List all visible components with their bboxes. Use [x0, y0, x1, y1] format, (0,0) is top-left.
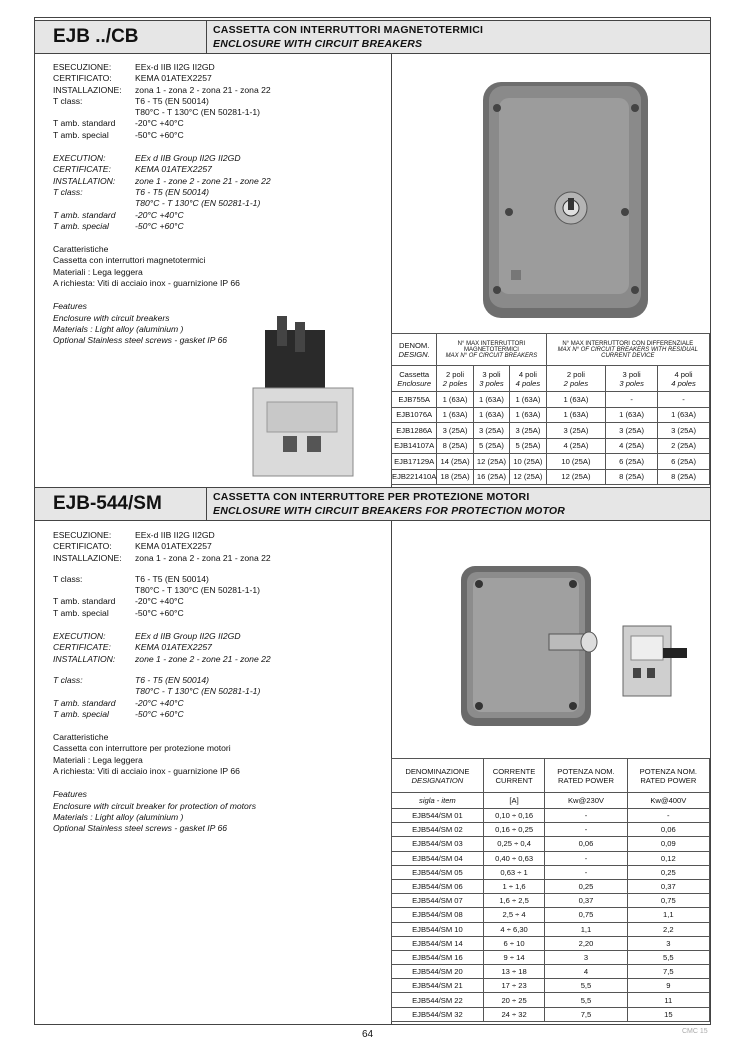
- section1-specs: [53, 62, 271, 347]
- table-cell: EJB1076A: [392, 407, 437, 423]
- spec-value: zona 1 - zona 2 - zona 21 - zona 22: [135, 552, 271, 563]
- spec-value: KEMA 01ATEX2257: [135, 642, 212, 653]
- table-cell: 5 (25A): [473, 438, 509, 454]
- table-cell: 14 (25A): [437, 454, 473, 470]
- subheader-it: 2 poli: [566, 369, 585, 379]
- spec-row: [53, 642, 271, 653]
- table-cell: -: [545, 809, 627, 823]
- subheader-cell: [510, 366, 546, 392]
- section2-title-it: CASSETTA CON INTERRUTTORE PER PROTEZIONE MOTORI: [213, 491, 530, 503]
- spec-key: CERTIFICATO:: [53, 541, 112, 552]
- table-cell: 12 (25A): [510, 469, 546, 485]
- table-cell: EJB544/SM 05: [392, 865, 484, 879]
- table-cell: EJB544/SM 02: [392, 823, 484, 837]
- feature-line: Optional Stainless steel screws - gasket IP 66: [53, 823, 228, 834]
- table-cell: 1 (63A): [546, 407, 606, 423]
- page-frame: [34, 17, 711, 1025]
- table-cell: 10 (25A): [510, 454, 546, 470]
- spec-row: [53, 574, 271, 585]
- section2-title-en: ENCLOSURE WITH CIRCUIT BREAKERS FOR PROTECTION MOTOR: [213, 505, 566, 517]
- features-block: [53, 244, 271, 289]
- spec-value: -50°C +60°C: [135, 708, 184, 719]
- header-it: POTENZA NOM.: [639, 766, 698, 776]
- spec-block: [53, 530, 271, 564]
- spec-row: [53, 596, 271, 607]
- spec-value: -50°C +60°C: [135, 220, 184, 231]
- subheader-en: 2 poles: [563, 378, 589, 388]
- table-cell: 0,40 ÷ 0,63: [483, 851, 545, 865]
- table-cell: EJB17129A: [392, 454, 437, 470]
- spec-row: [53, 73, 271, 84]
- units-row: [392, 793, 710, 809]
- spec-row: [53, 187, 271, 198]
- feature-line: Materiali : Lega leggera: [53, 266, 143, 277]
- subheader-en: Enclosure: [397, 378, 432, 388]
- table-cell: 7,5: [627, 965, 709, 979]
- table-cell: 0,12: [627, 851, 709, 865]
- table-cell: 9: [627, 979, 709, 993]
- group1-subtitle: MAX N° OF CIRCUIT BREAKERS: [445, 352, 538, 359]
- table-cell: 0,06: [545, 837, 627, 851]
- table-cell: EJB544/SM 07: [392, 894, 484, 908]
- table-cell: EJB544/SM 04: [392, 851, 484, 865]
- spec-key: T amb. special: [53, 607, 109, 618]
- table-cell: 0,37: [627, 879, 709, 893]
- spec-row: [53, 130, 271, 141]
- table-row: [392, 392, 710, 408]
- table-cell: 5 (25A): [510, 438, 546, 454]
- table-cell: 0,09: [627, 837, 709, 851]
- spec-key: T amb. special: [53, 220, 109, 231]
- table-cell: 8 (25A): [606, 469, 658, 485]
- table-cell: 24 ÷ 32: [483, 1007, 545, 1021]
- table-row: [392, 423, 710, 439]
- table-cell: 0,63 ÷ 1: [483, 865, 545, 879]
- table-cell: 1,1: [545, 922, 627, 936]
- table-cell: -: [606, 392, 658, 408]
- section1-title-en: ENCLOSURE WITH CIRCUIT BREAKERS: [213, 38, 423, 50]
- table-cell: 0,75: [545, 908, 627, 922]
- subheader-cell: [392, 366, 437, 392]
- table-cell: 3 (25A): [606, 423, 658, 439]
- spec-row: [53, 85, 271, 96]
- spec-key: [53, 585, 135, 596]
- table-cell: 1 (63A): [510, 407, 546, 423]
- spec-key: T class:: [53, 95, 83, 106]
- motor-protection-table: [391, 758, 710, 1022]
- spec-row: [53, 210, 271, 221]
- header-en: DESIGNATION: [411, 775, 464, 785]
- table-row: [392, 908, 710, 922]
- header-en: RATED POWER: [640, 775, 697, 785]
- spec-value: T6 - T5 (EN 50014): [135, 186, 210, 197]
- spec-row: [53, 176, 271, 187]
- feature-line: Optional Stainless steel screws - gasket IP 66: [53, 335, 228, 346]
- spec-value: -20°C +40°C: [135, 596, 184, 607]
- section1-title-it: CASSETTA CON INTERRUTTORI MAGNETOTERMICI: [213, 24, 484, 36]
- group1-header: [437, 334, 546, 366]
- subheader-cell: [437, 366, 473, 392]
- group2-header: [546, 334, 709, 366]
- subheader-it: 3 poli: [622, 369, 641, 379]
- table-cell: -: [545, 851, 627, 865]
- spec-value: -50°C +60°C: [135, 607, 184, 618]
- section1-code: EJB ../CB: [35, 21, 207, 53]
- table-cell: 0,16 ÷ 0,25: [483, 823, 545, 837]
- table-cell: 16 (25A): [473, 469, 509, 485]
- circuit-breaker-image: [247, 316, 357, 486]
- table-cell: 3: [545, 950, 627, 964]
- feature-line: Materials : Light alloy (aluminium ): [53, 323, 184, 334]
- table-cell: 1 (63A): [437, 392, 473, 408]
- spec-key: INSTALLAZIONE:: [53, 552, 122, 563]
- table-cell: 0,06: [627, 823, 709, 837]
- table-cell: 2 (25A): [658, 438, 710, 454]
- features-block: [53, 789, 271, 834]
- table-cell: 8 (25A): [437, 438, 473, 454]
- table-row: [392, 407, 710, 423]
- spec-value: zone 1 - zone 2 - zone 21 - zone 22: [135, 175, 271, 186]
- table-cell: 11: [627, 993, 709, 1007]
- spec-row: [53, 153, 271, 164]
- enclosure-image: [475, 76, 665, 331]
- spec-key: [53, 686, 135, 697]
- header-cell: [483, 759, 545, 793]
- table-cell: 1 (63A): [606, 407, 658, 423]
- table-cell: 20 ÷ 25: [483, 993, 545, 1007]
- table-cell: EJB544/SM 21: [392, 979, 484, 993]
- table-cell: EJB1286A: [392, 423, 437, 439]
- table-cell: 4: [545, 965, 627, 979]
- table-cell: 2,20: [545, 936, 627, 950]
- subheader-en: 4 poles: [515, 378, 541, 388]
- document-ref: CMC 15: [682, 1028, 708, 1035]
- table-cell: 10 (25A): [546, 454, 606, 470]
- spec-row: [53, 530, 271, 541]
- spec-value: EEx-d IIB II2G II2GD: [135, 62, 215, 72]
- table-cell: 2,2: [627, 922, 709, 936]
- table-cell: 4 (25A): [606, 438, 658, 454]
- units-cell: Kw@400V: [627, 793, 709, 809]
- features-block: [53, 732, 271, 777]
- table-cell: 15: [627, 1007, 709, 1021]
- table-cell: 8 (25A): [658, 469, 710, 485]
- header-it: CORRENTE: [492, 766, 536, 776]
- feature-line: Cassetta con interruttore per protezione motori: [53, 743, 231, 754]
- table-cell: 0,25: [545, 879, 627, 893]
- feature-line: A richiesta: Viti di acciaio inox - guarnizione IP 66: [53, 278, 240, 289]
- spec-row: [53, 654, 271, 665]
- spec-key: T amb. standard: [53, 697, 116, 708]
- table-cell: -: [545, 823, 627, 837]
- spec-block: [53, 153, 271, 232]
- group1-title: N° MAX INTERRUTTORI MAGNETOTERMICI: [457, 340, 526, 353]
- table-cell: 7,5: [545, 1007, 627, 1021]
- table-cell: 1 ÷ 1,6: [483, 879, 545, 893]
- spec-key: T amb. standard: [53, 209, 116, 220]
- spec-value: KEMA 01ATEX2257: [135, 164, 212, 175]
- spec-block: [53, 62, 271, 141]
- spec-value: zone 1 - zone 2 - zone 21 - zone 22: [135, 653, 271, 664]
- table-cell: 9 ÷ 14: [483, 950, 545, 964]
- table-cell: 3: [627, 936, 709, 950]
- subheader-en: 3 poles: [479, 378, 504, 388]
- spec-key: [53, 198, 135, 209]
- spec-row: [53, 107, 271, 118]
- table-row: [392, 936, 710, 950]
- spec-row: [53, 698, 271, 709]
- table-cell: EJB544/SM 10: [392, 922, 484, 936]
- spec-row: [53, 631, 271, 642]
- table-cell: 12 (25A): [546, 469, 606, 485]
- spec-block: [53, 574, 271, 619]
- spec-value: T80°C - T 130°C (EN 50281-1-1): [135, 107, 261, 118]
- table-row: [392, 469, 710, 485]
- spec-key: T amb. special: [53, 708, 109, 719]
- feature-line: Materials : Light alloy (aluminium ): [53, 811, 184, 822]
- table-row: [392, 922, 710, 936]
- table-cell: 17 ÷ 23: [483, 979, 545, 993]
- table-cell: EJB544/SM 06: [392, 879, 484, 893]
- table-cell: EJB544/SM 08: [392, 908, 484, 922]
- spec-key: T class:: [53, 674, 83, 685]
- table-cell: 13 ÷ 18: [483, 965, 545, 979]
- table-cell: 18 (25A): [437, 469, 473, 485]
- group2-title: N° MAX INTERRUTTORI CON DIFFERENZIALE: [562, 340, 694, 347]
- table-cell: -: [658, 392, 710, 408]
- table-cell: EJB544/SM 32: [392, 1007, 484, 1021]
- table-row: [392, 809, 710, 823]
- spec-key: CERTIFICATE:: [53, 642, 111, 653]
- section1-header: [35, 20, 710, 54]
- circuit-breakers-table: [391, 333, 710, 485]
- spec-key: T class:: [53, 573, 83, 584]
- table-cell: 1 (63A): [473, 407, 509, 423]
- spec-row: [53, 164, 271, 175]
- feature-line: Enclosure with circuit breaker for protection of motors: [53, 800, 256, 811]
- table-cell: 0,37: [545, 894, 627, 908]
- table-cell: EJB544/SM 20: [392, 965, 484, 979]
- spec-row: [53, 585, 271, 596]
- table-cell: 1 (63A): [510, 392, 546, 408]
- spec-row: [53, 553, 271, 564]
- subheader-it: 4 poli: [518, 369, 537, 379]
- spec-key: T amb. standard: [53, 118, 116, 129]
- feature-line: A richiesta: Viti di acciaio inox - guarnizione IP 66: [53, 766, 240, 777]
- header-en: CURRENT: [495, 775, 533, 785]
- spec-value: KEMA 01ATEX2257: [135, 541, 212, 552]
- table-cell: 0,75: [627, 894, 709, 908]
- table-cell: 1,6 ÷ 2,5: [483, 894, 545, 908]
- table-row: [392, 1007, 710, 1021]
- table-row: [392, 865, 710, 879]
- spec-key: T amb. special: [53, 129, 109, 140]
- feature-line: Caratteristiche: [53, 244, 109, 255]
- spec-value: EEx d IIB Group II2G II2GD: [135, 631, 241, 642]
- spec-row: [53, 686, 271, 697]
- table-cell: 5,5: [545, 993, 627, 1007]
- feature-line: Features: [53, 301, 87, 312]
- table-cell: EJB544/SM 22: [392, 993, 484, 1007]
- spec-value: T6 - T5 (EN 50014): [135, 95, 209, 106]
- table-cell: 3 (25A): [437, 423, 473, 439]
- spec-key: T amb. standard: [53, 596, 116, 607]
- spec-key: INSTALLATION:: [53, 653, 116, 664]
- spec-row: [53, 608, 271, 619]
- table-cell: 2,5 ÷ 4: [483, 908, 545, 922]
- header-it: POTENZA NOM.: [557, 766, 615, 776]
- spec-value: -20°C +40°C: [135, 697, 184, 708]
- table-cell: 3 (25A): [658, 423, 710, 439]
- spec-value: EEx-d IIB II2G II2GD: [135, 530, 215, 540]
- subheader-cell: [658, 366, 710, 392]
- table-cell: 1 (63A): [437, 407, 473, 423]
- table-cell: 0,25: [627, 865, 709, 879]
- table-row: [392, 965, 710, 979]
- spec-value: -20°C +40°C: [135, 118, 184, 129]
- table-cell: 4 (25A): [546, 438, 606, 454]
- spec-key: T class:: [53, 186, 83, 197]
- denom-label: DENOM.: [398, 340, 430, 350]
- spec-row: [53, 198, 271, 209]
- table-cell: -: [545, 865, 627, 879]
- spec-row: [53, 62, 271, 73]
- table-row: [392, 851, 710, 865]
- table-cell: 5,5: [545, 979, 627, 993]
- table-cell: 1 (63A): [473, 392, 509, 408]
- table-cell: EJB544/SM 16: [392, 950, 484, 964]
- motor-enclosure-image: [451, 556, 701, 736]
- subheader-cell: [473, 366, 509, 392]
- spec-key: [53, 107, 135, 118]
- spec-row: [53, 221, 271, 232]
- section2-code: EJB-544/SM: [35, 488, 207, 520]
- spec-value: T6 - T5 (EN 50014): [135, 674, 210, 685]
- units-cell: Kw@230V: [545, 793, 627, 809]
- section2-header: [35, 487, 710, 521]
- table-row: [392, 438, 710, 454]
- subheader-en: 2 poles: [442, 378, 468, 388]
- spec-row: [53, 675, 271, 686]
- spec-key: INSTALLATION:: [53, 175, 116, 186]
- subheader-en: 4 poles: [671, 378, 696, 388]
- feature-line: Materiali : Lega leggera: [53, 754, 143, 765]
- table-cell: 6 (25A): [606, 454, 658, 470]
- table-cell: EJB755A: [392, 392, 437, 408]
- feature-line: Caratteristiche: [53, 732, 109, 743]
- table-row: [392, 993, 710, 1007]
- table-cell: 6 ÷ 10: [483, 936, 545, 950]
- spec-key: INSTALLAZIONE:: [53, 84, 122, 95]
- subheader-it: 3 poli: [482, 369, 501, 379]
- table-cell: 3 (25A): [473, 423, 509, 439]
- table-cell: EJB14107A: [392, 438, 437, 454]
- table-row: [392, 837, 710, 851]
- denom-header: [392, 334, 437, 366]
- spec-key: ESECUZIONE:: [53, 62, 112, 72]
- spec-block: [53, 675, 271, 720]
- table-cell: 3 (25A): [510, 423, 546, 439]
- table-cell: 4 ÷ 6,30: [483, 922, 545, 936]
- spec-value: zona 1 - zona 2 - zona 21 - zona 22: [135, 84, 271, 95]
- spec-key: CERTIFICATO:: [53, 73, 112, 84]
- feature-line: Cassetta con interruttori magnetotermici: [53, 255, 206, 266]
- table-row: [392, 454, 710, 470]
- spec-row: [53, 118, 271, 129]
- spec-value: T80°C - T 130°C (EN 50281-1-1): [135, 585, 261, 596]
- section2-specs: [53, 530, 271, 835]
- table-cell: EJB544/SM 14: [392, 936, 484, 950]
- table-row: [392, 879, 710, 893]
- table-row: [392, 979, 710, 993]
- spec-row: [53, 709, 271, 720]
- feature-line: Enclosure with circuit breakers: [53, 312, 170, 323]
- table-row: [392, 950, 710, 964]
- table-cell: 3 (25A): [546, 423, 606, 439]
- table-row: [392, 894, 710, 908]
- spec-row: [53, 541, 271, 552]
- subheader-cell: [546, 366, 606, 392]
- page-number: 64: [362, 1029, 374, 1040]
- spec-block: [53, 631, 271, 665]
- spec-key: EXECUTION:: [53, 153, 106, 164]
- table-cell: 1,1: [627, 908, 709, 922]
- table-cell: 1 (63A): [546, 392, 606, 408]
- header-cell: [627, 759, 709, 793]
- subheader-it: 2 poli: [445, 369, 465, 379]
- subheader-en: 3 poles: [619, 378, 644, 388]
- table-cell: 5,5: [627, 950, 709, 964]
- table-row: [392, 823, 710, 837]
- spec-value: EEx d IIB Group II2G II2GD: [135, 153, 241, 164]
- table-cell: 12 (25A): [473, 454, 509, 470]
- header-it: DENOMINAZIONE: [405, 766, 470, 776]
- spec-value: T80°C - T 130°C (EN 50281-1-1): [135, 686, 261, 697]
- feature-line: Features: [53, 789, 87, 800]
- features-block: [53, 301, 271, 346]
- table-cell: 0,10 ÷ 0,16: [483, 809, 545, 823]
- spec-value: KEMA 01ATEX2257: [135, 73, 212, 84]
- table-cell: EJB221410A: [392, 469, 437, 485]
- table-cell: EJB544/SM 03: [392, 837, 484, 851]
- subheader-it: 4 poli: [674, 369, 693, 379]
- spec-row: [53, 96, 271, 107]
- spec-value: -50°C +60°C: [135, 129, 184, 140]
- units-cell: [A]: [483, 793, 545, 809]
- header-cell: [392, 759, 484, 793]
- table-cell: 6 (25A): [658, 454, 710, 470]
- table-cell: 1 (63A): [658, 407, 710, 423]
- table-cell: 0,25 ÷ 0,4: [483, 837, 545, 851]
- units-cell: sigla - item: [392, 793, 484, 809]
- table-cell: EJB544/SM 01: [392, 809, 484, 823]
- design-label: DESIGN.: [398, 349, 430, 359]
- spec-value: T80°C - T 130°C (EN 50281-1-1): [135, 198, 261, 209]
- subheader-cell: [606, 366, 658, 392]
- spec-key: ESECUZIONE:: [53, 530, 112, 540]
- header-en: RATED POWER: [557, 775, 614, 785]
- table-cell: -: [627, 809, 709, 823]
- spec-value: -20°C +40°C: [135, 209, 184, 220]
- subheader-it: Cassetta: [399, 369, 430, 379]
- spec-value: T6 - T5 (EN 50014): [135, 573, 209, 584]
- spec-key: CERTIFICATE:: [53, 164, 111, 175]
- group2-subtitle: MAX N° OF CIRCUIT BREAKERS WITH RESIDUAL CURRENT DEVICE: [557, 346, 698, 359]
- spec-key: EXECUTION:: [53, 631, 106, 642]
- header-cell: [545, 759, 627, 793]
